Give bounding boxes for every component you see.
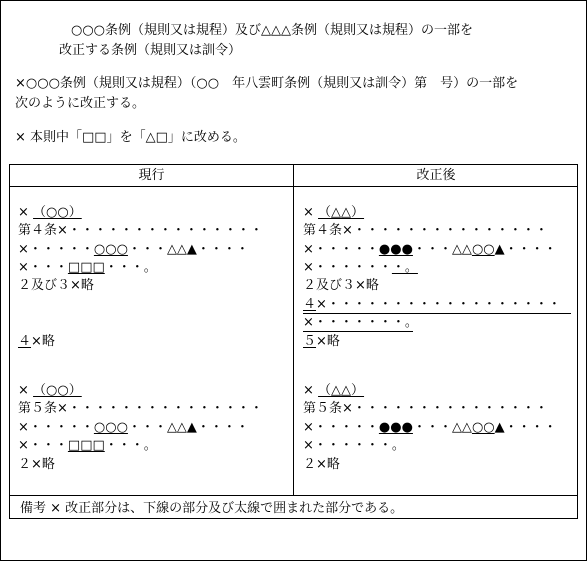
current-s1-line5: ４×略 bbox=[18, 334, 55, 349]
inserted-paragraph-underline bbox=[303, 331, 413, 332]
underlined-text: ○○○ bbox=[93, 420, 128, 435]
inserted-paragraph-underline bbox=[303, 313, 571, 314]
current-s2-line4: ２×略 bbox=[18, 457, 55, 472]
intro-line-1: ×○○○条例（規則又は規程）（○○ 年八雲町条例（規則又は訓令）第 号）の一部を bbox=[15, 76, 519, 91]
title-line-1: ○○○条例（規則又は規程）及び△△△条例（規則又は規程）の一部を bbox=[71, 23, 474, 38]
current-s1-line3: ×・・・□□□・・・。 bbox=[18, 260, 157, 275]
underlined-text: □□□ bbox=[67, 438, 105, 453]
underlined-text: ・。 bbox=[391, 260, 418, 275]
header-divider bbox=[10, 186, 577, 187]
revised-s2-line3: ×・・・・・・。 bbox=[303, 438, 405, 453]
revised-s2-line4: ２×略 bbox=[303, 457, 340, 472]
underlined-text: ●●● bbox=[378, 242, 413, 257]
underlined-text: （△△） bbox=[318, 205, 365, 220]
column-divider bbox=[293, 165, 294, 495]
comparison-table bbox=[9, 164, 578, 519]
revised-s1-line4: ２及び３×略 bbox=[303, 278, 379, 293]
underlined-text: ５ bbox=[303, 334, 317, 349]
current-s2-heading: × （○○） bbox=[18, 383, 82, 398]
revised-s1-line6: ×・・・・・・・。 bbox=[303, 315, 418, 330]
revised-s1-heading: × （△△） bbox=[303, 205, 365, 220]
revised-s1-line3: ×・・・・・・・。 bbox=[303, 260, 418, 275]
underlined-text: ４ bbox=[303, 297, 317, 312]
current-s1-line4: ２及び３×略 bbox=[18, 278, 94, 293]
current-s1-line2: ×・・・・・○○○・・・△△▲・・・・ bbox=[18, 242, 249, 257]
underlined-text: ○○ bbox=[471, 420, 495, 435]
title-line-2: 改正する条例（規則又は訓令） bbox=[59, 43, 242, 58]
revised-s1-line1: 第４条×・・・・・・・・・・・・・・・ bbox=[303, 223, 548, 238]
remarks-note: 備考 × 改正部分は、下線の部分及び太線で囲まれた部分である。 bbox=[20, 501, 404, 516]
current-s1-line1: 第４条×・・・・・・・・・・・・・・・ bbox=[18, 223, 263, 238]
underlined-text: ●●● bbox=[378, 420, 413, 435]
current-s2-line2: ×・・・・・○○○・・・△△▲・・・・ bbox=[18, 420, 249, 435]
underlined-text: ４ bbox=[18, 334, 32, 349]
header-current: 現行 bbox=[138, 168, 165, 183]
underlined-text: （○○） bbox=[33, 383, 82, 398]
current-s2-line1: 第５条×・・・・・・・・・・・・・・・ bbox=[18, 401, 263, 416]
header-revised: 改正後 bbox=[416, 168, 456, 183]
revised-s1-line7: ５×略 bbox=[303, 334, 340, 349]
remarks-divider bbox=[10, 495, 577, 496]
revised-s1-line2: ×・・・・・●●●・・・△△○○▲・・・・ bbox=[303, 242, 557, 257]
revised-s2-line1: 第５条×・・・・・・・・・・・・・・・ bbox=[303, 401, 548, 416]
instruction-line: × 本則中「□□」を「△□」に改める。 bbox=[15, 130, 246, 145]
underlined-text: ○○○ bbox=[93, 242, 128, 257]
revised-s2-line2: ×・・・・・●●●・・・△△○○▲・・・・ bbox=[303, 420, 557, 435]
current-s1-heading: × （○○） bbox=[18, 205, 82, 220]
current-s2-line3: ×・・・□□□・・・。 bbox=[18, 438, 157, 453]
intro-line-2: 次のように改正する。 bbox=[15, 96, 146, 111]
underlined-text: （○○） bbox=[33, 205, 82, 220]
underlined-text: （△△） bbox=[318, 383, 365, 398]
revised-s1-line5: ４×・・・・・・・・・・・・・・・・・・ bbox=[303, 297, 561, 312]
underlined-text: □□□ bbox=[67, 260, 105, 275]
underlined-text: ○○ bbox=[471, 242, 495, 257]
revised-s2-heading: × （△△） bbox=[303, 383, 365, 398]
